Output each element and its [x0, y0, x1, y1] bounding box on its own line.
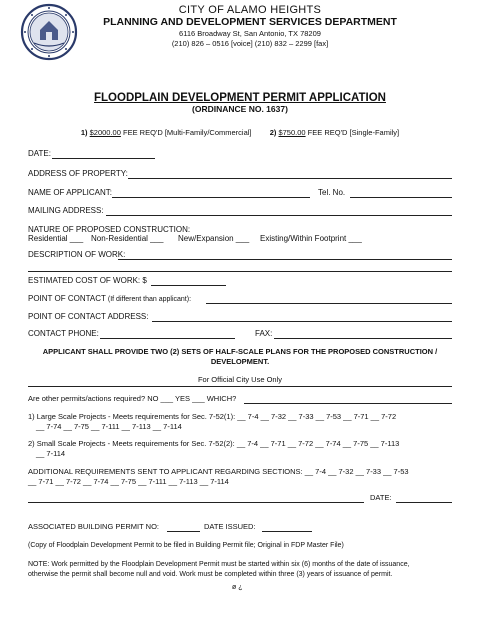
footer-mark: ø ¿	[232, 584, 243, 591]
description-field[interactable]	[118, 259, 452, 260]
applicant-field[interactable]	[112, 197, 310, 198]
fee1-amount: $2000.00	[89, 128, 121, 137]
fax-field[interactable]	[274, 338, 452, 339]
mailing-label: MAILING ADDRESS:	[28, 206, 104, 215]
note-line1: NOTE: Work permitted by the Floodplain Development Permit must be started within six (6) months of the date of issuance,	[28, 561, 410, 568]
fee1-number: 1)	[80, 128, 88, 137]
tel-field[interactable]	[350, 197, 452, 198]
building-permit-label: ASSOCIATED BUILDING PERMIT NO:	[28, 522, 159, 531]
city-name: CITY OF ALAMO HEIGHTS	[178, 4, 322, 16]
fee2-number: 2)	[269, 128, 277, 137]
poc-label-note: (If different than applicant):	[105, 296, 192, 303]
building-permit-field[interactable]	[167, 531, 200, 532]
additional-req-line1: ADDITIONAL REQUIREMENTS SENT TO APPLICANT REGARDING SECTIONS: __ 7-4 __ 7-32 __ 7-33 __ 7-53	[28, 467, 409, 476]
new-expansion-option[interactable]: New/Expansion ___	[178, 234, 250, 243]
department-phone: (210) 826 – 0516 [voice] (210) 832 – 2299 [fax]	[171, 39, 329, 48]
applicant-label: NAME OF APPLICANT:	[28, 188, 113, 197]
additional-req-field[interactable]	[28, 502, 364, 503]
description-label: DESCRIPTION OF WORK:	[28, 250, 126, 259]
poc-label	[28, 294, 191, 303]
cost-label: ESTIMATED COST OF WORK: $	[28, 276, 147, 285]
additional-req-line2: __ 7-71 __ 7-72 __ 7-74 __ 7-75 __ 7-111 __ 7-113 __ 7-114	[28, 477, 229, 486]
date-issued-label: DATE ISSUED:	[204, 522, 256, 531]
official-date-label: DATE:	[370, 493, 392, 502]
official-divider	[28, 386, 452, 387]
copy-note: (Copy of Floodplain Development Permit to be filed in Building Permit file; Original in FDP Master File)	[28, 542, 344, 549]
poc-label-text: POINT OF CONTACT	[28, 294, 106, 303]
large-scale-line2: __ 7-74 __ 7-75 __ 7-111 __ 7-113 __ 7-114	[36, 422, 182, 431]
department-address: 6116 Broadway St, San Antonio, TX 78209	[179, 29, 321, 38]
large-scale-line1: 1) Large Scale Projects - Meets requirements for Sec. 7-52(1): __ 7-4 __ 7-32 __ 7-33 __ 7-53 __ 7-71 __ 7-72	[28, 412, 397, 421]
fee2-amount: $750.00	[278, 128, 306, 137]
contact-phone-field[interactable]	[100, 338, 235, 339]
ordinance-number: (ORDINANCE NO. 1637)	[192, 104, 288, 114]
address-label: ADDRESS OF PROPERTY:	[28, 169, 128, 178]
permits-question: Are other permits/actions required? NO ___ YES ___ WHICH?	[28, 394, 237, 403]
date-field[interactable]	[52, 158, 155, 159]
nature-label: NATURE OF PROPOSED CONSTRUCTION:	[28, 225, 191, 234]
address-field[interactable]	[128, 178, 452, 179]
small-scale-line2: __ 7-114	[36, 449, 66, 458]
department-name: PLANNING AND DEVELOPMENT SERVICES DEPARTMENT	[103, 16, 397, 28]
permits-which-field[interactable]	[244, 403, 452, 404]
contact-phone-label: CONTACT PHONE:	[28, 329, 99, 338]
fax-label: FAX:	[255, 329, 273, 338]
nonresidential-option[interactable]: Non-Residential ___	[91, 234, 164, 243]
poc-field[interactable]	[206, 303, 452, 304]
fee-line	[0, 128, 480, 137]
small-scale-line1: 2) Small Scale Projects - Meets requirements for Sec. 7-52(2): __ 7-4 __ 7-71 __ 7-72 __ 7-74 __ 7-75 __ 7-113	[28, 439, 400, 448]
official-date-field[interactable]	[396, 502, 452, 503]
fee1-text: FEE REQ'D [Multi-Family/Commercial]	[120, 128, 252, 137]
fee2-text: FEE REQ'D [Single-Family]	[305, 128, 400, 137]
tel-label: Tel. No.	[318, 188, 346, 197]
plans-notice: APPLICANT SHALL PROVIDE TWO (2) SETS OF HALF-SCALE PLANS FOR THE PROPOSED CONSTRUCTION / DEVELOPMENT.	[42, 347, 438, 366]
poc-address-field[interactable]	[152, 321, 452, 322]
date-label: DATE:	[28, 149, 51, 158]
existing-footprint-option[interactable]: Existing/Within Footprint ___	[260, 234, 362, 243]
mailing-field[interactable]	[106, 215, 452, 216]
description-field-line2[interactable]	[28, 271, 452, 272]
poc-address-label: POINT OF CONTACT ADDRESS:	[28, 312, 149, 321]
city-seal-logo	[20, 3, 78, 61]
cost-field[interactable]	[151, 285, 226, 286]
residential-option[interactable]: Residential ___	[28, 234, 84, 243]
official-use-heading: For Official City Use Only	[197, 375, 283, 384]
note-line2: otherwise the permit shall become null and void. Work must be completed within three (3) years of issuance of permit.	[28, 571, 393, 578]
form-title: FLOODPLAIN DEVELOPMENT PERMIT APPLICATION	[94, 92, 386, 104]
date-issued-field[interactable]	[262, 531, 312, 532]
